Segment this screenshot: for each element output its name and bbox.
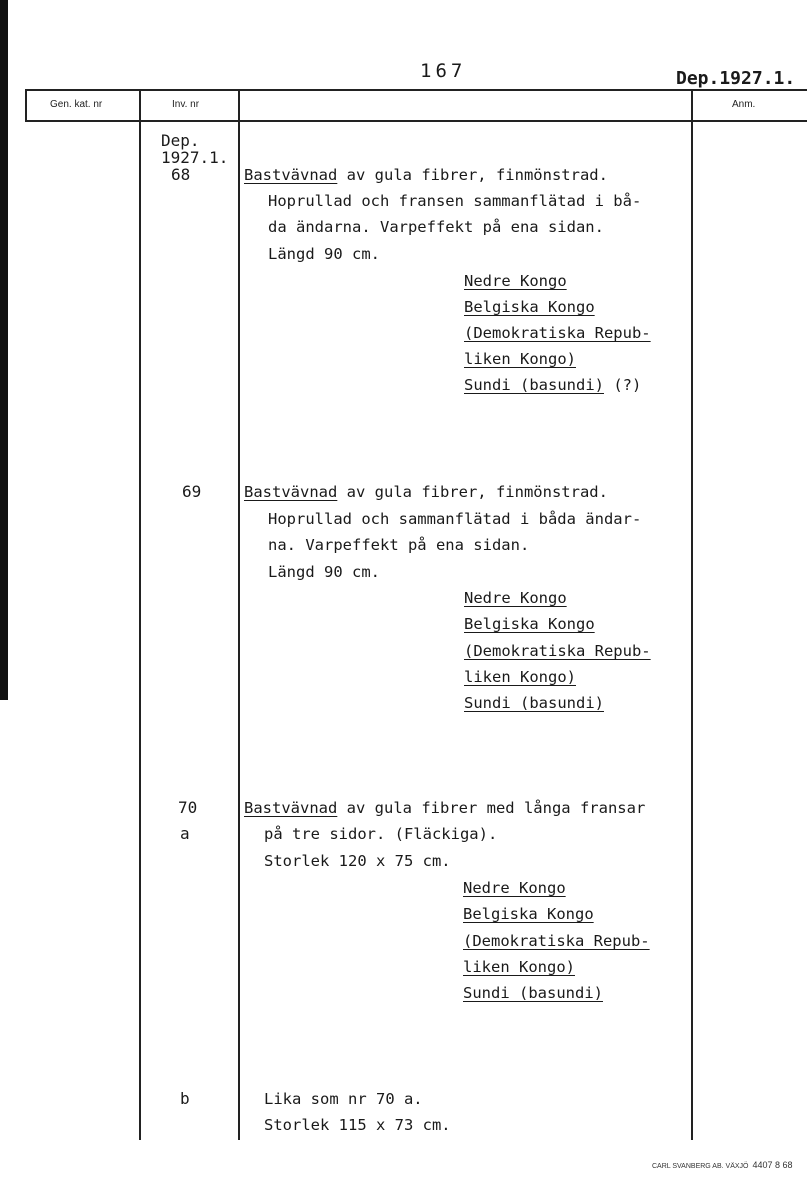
- geo-line: Belgiska Kongo: [463, 905, 594, 923]
- printer-imprint: CARL SVANBERG AB. VÄXJÖ 4407 8 68: [652, 1160, 793, 1170]
- column-header-anm: Anm.: [732, 99, 756, 110]
- page-number: 167: [420, 60, 467, 82]
- page-edge-bar: [0, 0, 8, 700]
- inv-sub-letter: a: [180, 824, 190, 843]
- geo-line: liken Kongo): [463, 958, 575, 976]
- table-left-rule: [25, 89, 27, 121]
- geo-line: Nedre Kongo: [464, 589, 567, 607]
- header-bottom-rule: [25, 120, 807, 122]
- entry-description-line: Bastvävnad av gula fibrer med långa fransar: [244, 799, 646, 817]
- entry-description-line: Bastvävnad av gula fibrer, finmönstrad.: [244, 483, 608, 501]
- inv-prefix-year: 1927.1.: [161, 148, 229, 167]
- geo-line: Sundi (basundi): [463, 984, 603, 1002]
- geo-line: (Demokratiska Repub-: [464, 324, 651, 342]
- col-divider-gen-inv: [139, 89, 141, 1140]
- inv-number: 69: [182, 482, 202, 501]
- geo-line: Belgiska Kongo: [464, 615, 595, 633]
- geo-line: Belgiska Kongo: [464, 298, 595, 316]
- entry-description-line: na. Varpeffekt på ena sidan.: [268, 536, 530, 554]
- entry-description-line: Längd 90 cm.: [268, 563, 380, 581]
- entry-title: Bastvävnad: [244, 166, 338, 184]
- entry-description-line: Storlek 115 x 73 cm.: [264, 1116, 451, 1134]
- geo-line: liken Kongo): [464, 668, 576, 686]
- entry-description-line: Längd 90 cm.: [268, 245, 380, 263]
- geo-line: (Demokratiska Repub-: [463, 932, 650, 950]
- entry-description-line: Lika som nr 70 a.: [264, 1090, 423, 1108]
- geo-line: Sundi (basundi): [464, 694, 604, 712]
- column-header-gen-kat: Gen. kat. nr: [50, 99, 103, 110]
- entry-description-line: Hoprullad och fransen sammanflätad i bå-: [268, 192, 642, 210]
- entry-title: Bastvävnad: [244, 483, 338, 501]
- geo-line: Sundi (basundi) (?): [464, 376, 642, 394]
- geo-line: Nedre Kongo: [464, 272, 567, 290]
- deposit-reference: Dep.1927.1.: [676, 68, 796, 89]
- geo-line: liken Kongo): [464, 350, 576, 368]
- inv-number: 68: [171, 165, 191, 184]
- entry-description-line: Bastvävnad av gula fibrer, finmönstrad.: [244, 166, 608, 184]
- entry-description-line: Storlek 120 x 75 cm.: [264, 852, 451, 870]
- entry-description-line: da ändarna. Varpeffekt på ena sidan.: [268, 218, 604, 236]
- entry-description-line: Hoprullad och sammanflätad i båda ändar-: [268, 510, 642, 528]
- inv-sub-letter: b: [180, 1089, 190, 1108]
- entry-description-line: på tre sidor. (Fläckiga).: [264, 825, 498, 843]
- inv-prefix: Dep.: [161, 131, 200, 150]
- inv-number: 70: [178, 798, 198, 817]
- geo-line: (Demokratiska Repub-: [464, 642, 651, 660]
- table-top-rule: [25, 89, 807, 91]
- col-divider-desc-anm: [691, 89, 693, 1140]
- geo-line: Nedre Kongo: [463, 879, 566, 897]
- entry-title: Bastvävnad: [244, 799, 338, 817]
- col-divider-inv-desc: [238, 89, 240, 1140]
- column-header-inv: Inv. nr: [172, 99, 200, 110]
